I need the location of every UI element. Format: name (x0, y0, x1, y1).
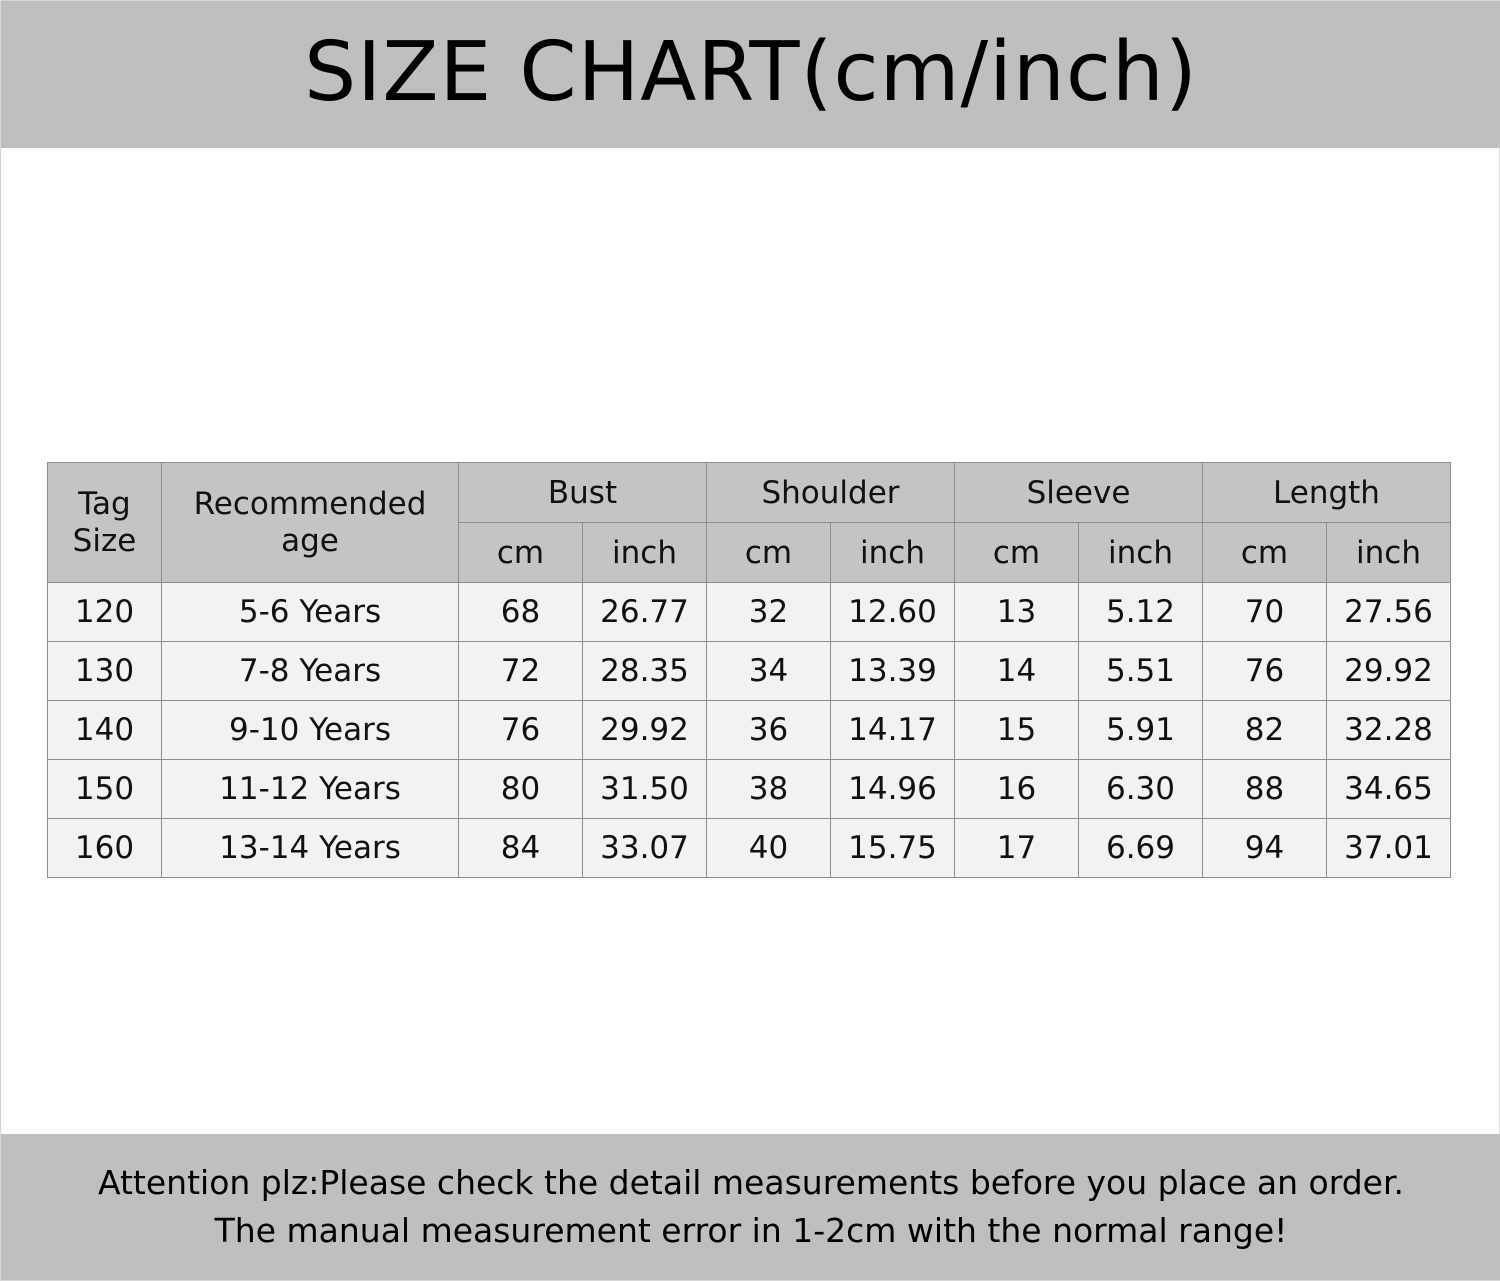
cell-shoulder-inch: 14.96 (831, 760, 955, 819)
size-chart-table (47, 462, 1451, 878)
cell-length-cm: 82 (1203, 701, 1327, 760)
header-sleeve-cm: cm (955, 523, 1079, 583)
attention-note-line1: Attention plz:Please check the detail measurements before you place an order. (98, 1163, 1404, 1203)
cell-bust-cm: 80 (459, 760, 583, 819)
cell-tag-size: 160 (48, 819, 162, 878)
header-bust-cm: cm (459, 523, 583, 583)
header-age-line2: age (281, 522, 339, 559)
cell-age: 13-14 Years (162, 819, 459, 878)
cell-length-cm: 88 (1203, 760, 1327, 819)
header-group-shoulder: Shoulder (707, 463, 955, 523)
header-sleeve-inch: inch (1079, 523, 1203, 583)
table-row (48, 583, 1451, 642)
cell-length-inch: 37.01 (1327, 819, 1451, 878)
cell-length-cm: 70 (1203, 583, 1327, 642)
cell-sleeve-inch: 6.30 (1079, 760, 1203, 819)
cell-shoulder-inch: 12.60 (831, 583, 955, 642)
cell-age: 11-12 Years (162, 760, 459, 819)
header-shoulder-cm: cm (707, 523, 831, 583)
header-group-bust: Bust (459, 463, 707, 523)
cell-tag-size: 120 (48, 583, 162, 642)
cell-tag-size: 140 (48, 701, 162, 760)
header-length-inch: inch (1327, 523, 1451, 583)
cell-bust-inch: 31.50 (583, 760, 707, 819)
table-header (48, 463, 1451, 583)
cell-bust-inch: 33.07 (583, 819, 707, 878)
cell-shoulder-cm: 36 (707, 701, 831, 760)
page-title: SIZE CHART(cm/inch) (304, 24, 1198, 120)
cell-shoulder-cm: 32 (707, 583, 831, 642)
cell-shoulder-cm: 38 (707, 760, 831, 819)
table-body (48, 583, 1451, 878)
header-tag-size (48, 463, 162, 583)
cell-age: 5-6 Years (162, 583, 459, 642)
cell-length-inch: 34.65 (1327, 760, 1451, 819)
cell-bust-cm: 76 (459, 701, 583, 760)
cell-sleeve-cm: 13 (955, 583, 1079, 642)
header-recommended-age (162, 463, 459, 583)
table-row (48, 819, 1451, 878)
cell-tag-size: 150 (48, 760, 162, 819)
cell-length-inch: 29.92 (1327, 642, 1451, 701)
cell-age: 9-10 Years (162, 701, 459, 760)
cell-sleeve-inch: 5.91 (1079, 701, 1203, 760)
footer-band (1, 1134, 1500, 1280)
header-band (1, 1, 1500, 148)
table-header-row-groups (48, 463, 1451, 523)
cell-bust-cm: 84 (459, 819, 583, 878)
cell-sleeve-cm: 15 (955, 701, 1079, 760)
cell-shoulder-cm: 40 (707, 819, 831, 878)
cell-length-inch: 27.56 (1327, 583, 1451, 642)
cell-bust-cm: 68 (459, 583, 583, 642)
cell-bust-inch: 26.77 (583, 583, 707, 642)
header-tag-size-line2: Size (72, 522, 137, 559)
cell-shoulder-cm: 34 (707, 642, 831, 701)
cell-bust-inch: 29.92 (583, 701, 707, 760)
cell-bust-inch: 28.35 (583, 642, 707, 701)
cell-sleeve-cm: 16 (955, 760, 1079, 819)
cell-sleeve-inch: 5.51 (1079, 642, 1203, 701)
cell-shoulder-inch: 15.75 (831, 819, 955, 878)
cell-length-cm: 94 (1203, 819, 1327, 878)
cell-shoulder-inch: 13.39 (831, 642, 955, 701)
cell-age: 7-8 Years (162, 642, 459, 701)
cell-sleeve-inch: 6.69 (1079, 819, 1203, 878)
cell-sleeve-inch: 5.12 (1079, 583, 1203, 642)
size-chart-table-container (47, 462, 1451, 878)
header-length-cm: cm (1203, 523, 1327, 583)
table-row (48, 642, 1451, 701)
cell-length-cm: 76 (1203, 642, 1327, 701)
cell-sleeve-cm: 14 (955, 642, 1079, 701)
cell-bust-cm: 72 (459, 642, 583, 701)
table-row (48, 760, 1451, 819)
attention-note-line2: The manual measurement error in 1-2cm with the normal range! (214, 1211, 1288, 1250)
header-age-line1: Recommended (193, 485, 427, 522)
header-group-length: Length (1203, 463, 1451, 523)
cell-tag-size: 130 (48, 642, 162, 701)
header-tag-size-line1: Tag (78, 485, 131, 522)
cell-shoulder-inch: 14.17 (831, 701, 955, 760)
cell-length-inch: 32.28 (1327, 701, 1451, 760)
header-group-sleeve: Sleeve (955, 463, 1203, 523)
table-row (48, 701, 1451, 760)
header-shoulder-inch: inch (831, 523, 955, 583)
header-bust-inch: inch (583, 523, 707, 583)
cell-sleeve-cm: 17 (955, 819, 1079, 878)
